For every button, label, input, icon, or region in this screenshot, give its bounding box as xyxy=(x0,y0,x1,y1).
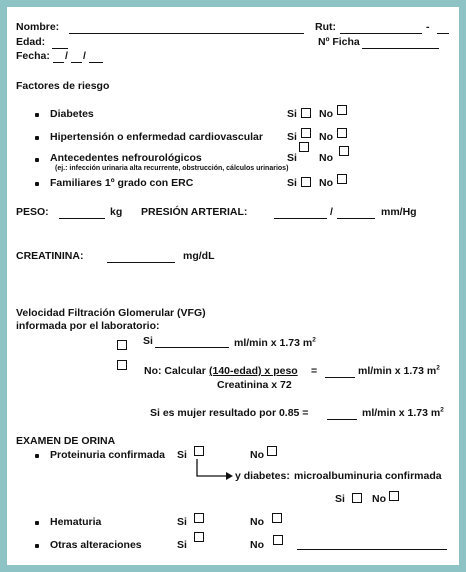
orina-title: EXAMEN DE ORINA xyxy=(16,435,116,447)
vfg-si-unit: ml/min x 1.73 $m^2$ xyxy=(234,336,316,349)
vfg-no-field[interactable] xyxy=(325,377,355,378)
riesgo-familiares-label: Familiares 1º grado con ERC xyxy=(50,177,194,189)
proteinuria-si-label: Si xyxy=(177,449,187,461)
nombre-label: Nombre: xyxy=(16,21,60,33)
presion-unit: mm/Hg xyxy=(381,206,417,218)
riesgo-diabetes-si-label: Si xyxy=(287,108,297,120)
riesgo-hipertension-no-checkbox[interactable] xyxy=(337,128,347,138)
peso-unit: kg xyxy=(110,206,123,218)
nombre-field[interactable] xyxy=(69,33,304,34)
bullet xyxy=(35,113,39,117)
creatinina-unit: mg/dL xyxy=(183,250,215,262)
vfg-no-unit: ml/min x 1.73 $m^2$ xyxy=(358,364,440,377)
hematuria-no-label: No xyxy=(250,516,264,528)
bullet xyxy=(35,158,39,162)
bullet xyxy=(35,454,39,458)
vfg-title-2: informada por el laboratorio: xyxy=(16,320,160,332)
proteinuria-no-checkbox[interactable] xyxy=(267,446,277,456)
riesgo-hipertension-label: Hipertensión o enfermedad cardiovascular xyxy=(50,131,263,143)
rut-dv-field[interactable] xyxy=(437,33,449,34)
fecha-sep-2: / xyxy=(83,50,86,62)
edad-field[interactable] xyxy=(52,48,68,49)
rut-label: Rut: xyxy=(315,21,336,33)
micro-si-label: Si xyxy=(335,493,345,505)
presion-diastolica-field[interactable] xyxy=(337,218,375,219)
proteinuria-label: Proteinuria confirmada xyxy=(50,449,165,461)
vfg-mujer-unit: ml/min x 1.73 $m^2$ xyxy=(362,406,444,419)
vfg-formula-denominator: Creatinina x 72 xyxy=(217,379,292,391)
riesgo-nefro-note: (ej.: infección urinaria alta recurrente, obstrucción, cálculos urinarios) xyxy=(55,165,289,172)
vfg-formula-equals: = xyxy=(311,365,318,377)
vfg-si-checkbox[interactable] xyxy=(117,340,127,350)
riesgo-diabetes-no-checkbox[interactable] xyxy=(337,105,347,115)
riesgo-title: Factores de riesgo xyxy=(16,80,110,92)
riesgo-nefro-no-checkbox[interactable] xyxy=(339,146,349,156)
otras-si-label: Si xyxy=(177,539,187,551)
vfg-si-field[interactable] xyxy=(155,347,229,348)
otras-si-checkbox[interactable] xyxy=(194,532,204,542)
riesgo-nefro-label: Antecedentes nefrourológicos xyxy=(50,152,202,164)
riesgo-familiares-si-checkbox[interactable] xyxy=(301,177,311,187)
riesgo-nefro-si-label: Si xyxy=(287,152,297,164)
vfg-no-checkbox[interactable] xyxy=(117,360,127,370)
otras-no-label: No xyxy=(250,539,264,551)
edad-label: Edad: xyxy=(16,36,46,48)
vfg-mujer-field[interactable] xyxy=(327,419,357,420)
riesgo-hipertension-si-checkbox[interactable] xyxy=(301,128,311,138)
bullet xyxy=(35,136,39,140)
fecha-year-field[interactable] xyxy=(89,62,103,63)
hematuria-si-checkbox[interactable] xyxy=(194,513,204,523)
vfg-title-1: Velocidad Filtración Glomerular (VFG) xyxy=(16,307,206,319)
otras-label: Otras alteraciones xyxy=(50,539,142,551)
vfg-no-label: No: Calcular xyxy=(144,365,206,377)
micro-no-label: No xyxy=(372,493,386,505)
vfg-formula-numerator: (140-edad) x peso xyxy=(209,365,298,377)
ficha-field[interactable] xyxy=(362,48,439,49)
arrow-right-icon xyxy=(195,459,235,489)
vfg-si-label: Si xyxy=(143,335,153,347)
riesgo-nefro-no-label: No xyxy=(319,152,333,164)
form-sheet xyxy=(7,7,459,565)
micro-no-checkbox[interactable] xyxy=(389,491,399,501)
fecha-sep-1: / xyxy=(65,50,68,62)
fecha-label: Fecha: xyxy=(16,50,50,62)
vfg-mujer-label: Si es mujer resultado por 0.85 = xyxy=(150,407,309,419)
peso-field[interactable] xyxy=(59,218,105,219)
riesgo-diabetes-si-checkbox[interactable] xyxy=(301,108,311,118)
hematuria-si-label: Si xyxy=(177,516,187,528)
riesgo-diabetes-no-label: No xyxy=(319,108,333,120)
presion-sep: / xyxy=(330,206,333,218)
proteinuria-si-checkbox[interactable] xyxy=(194,446,204,456)
diabetes-label: y diabetes: xyxy=(235,470,290,482)
riesgo-hipertension-si-label: Si xyxy=(287,131,297,143)
riesgo-hipertension-no-label: No xyxy=(319,131,333,143)
bullet xyxy=(35,182,39,186)
fecha-month-field[interactable] xyxy=(71,62,82,63)
riesgo-familiares-no-checkbox[interactable] xyxy=(337,174,347,184)
presion-sistolica-field[interactable] xyxy=(274,218,327,219)
rut-field[interactable] xyxy=(340,33,422,34)
microalbuminuria-label: microalbuminuria confirmada xyxy=(294,470,442,482)
riesgo-familiares-no-label: No xyxy=(319,177,333,189)
presion-label: PRESIÓN ARTERIAL: xyxy=(141,206,248,218)
fecha-day-field[interactable] xyxy=(53,62,64,63)
riesgo-nefro-si-checkbox[interactable] xyxy=(299,142,309,152)
bullet xyxy=(35,521,39,525)
hematuria-label: Hematuria xyxy=(50,516,102,528)
peso-label: PESO: xyxy=(16,206,49,218)
ficha-label: Nº Ficha xyxy=(318,36,360,48)
creatinina-label: CREATININA: xyxy=(16,250,84,262)
otras-field[interactable] xyxy=(297,549,447,550)
otras-no-checkbox[interactable] xyxy=(273,535,283,545)
proteinuria-no-label: No xyxy=(250,449,264,461)
creatinina-field[interactable] xyxy=(107,262,175,263)
rut-dash: - xyxy=(426,21,430,33)
hematuria-no-checkbox[interactable] xyxy=(272,513,282,523)
riesgo-familiares-si-label: Si xyxy=(287,177,297,189)
bullet xyxy=(35,544,39,548)
riesgo-diabetes-label: Diabetes xyxy=(50,108,94,120)
micro-si-checkbox[interactable] xyxy=(352,493,362,503)
